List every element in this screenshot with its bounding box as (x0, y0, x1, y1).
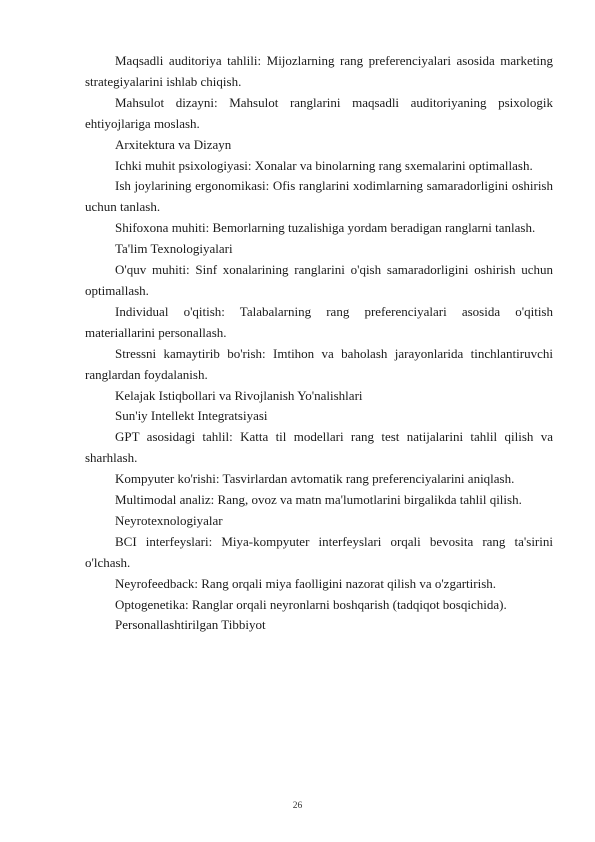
paragraph-product-design: Mahsulot dizayni: Mahsulot ranglarini maqsadli auditoriyaning psixologik ehtiyojlariga moslash. (85, 94, 553, 131)
paragraph-bci: BCI interfeyslari: Miya-kompyuter interfeyslari orqali bevosita rang ta'sirini o'lchash. (85, 533, 553, 570)
section-heading-ai: Sun'iy Intellekt Integratsiyasi (115, 408, 268, 424)
paragraph-optogenetics: Optogenetika: Ranglar orqali neyronlarni boshqarish (tadqiqot bosqichida). (115, 596, 507, 612)
section-heading-architecture: Arxitektura va Dizayn (115, 136, 232, 152)
paragraph-workplace-ergonomics: Ish joylarining ergonomikasi: Ofis ranglarini xodimlarning samaradorligini oshirish uchun tanlash. (85, 178, 553, 215)
section-heading-neurotech: Neyrotexnologiyalar (115, 512, 223, 528)
page-number: 26 (292, 801, 303, 811)
paragraph-individual-teaching: Individual o'qitish: Talabalarning rang preferenciyalari asosida o'qitish materiallarini personallash. (85, 303, 553, 340)
paragraph-gpt-analysis: GPT asosidagi tahlil: Katta til modellari rang test natijalarini tahlil qilish va sharhlash. (85, 429, 553, 466)
paragraph-computer-vision: Kompyuter ko'rishi: Tasvirlardan avtomatik rang preferenciyalarini aniqlash. (115, 471, 515, 487)
paragraph-neurofeedback: Neyrofeedback: Rang orqali miya faolligini nazorat qilish va o'zgartirish. (115, 575, 497, 591)
section-heading-personalized-medicine: Personallashtirilgan Tibbiyot (115, 617, 266, 633)
page-body (85, 51, 553, 636)
paragraph-target-audience: Maqsadli auditoriya tahlili: Mijozlarning rang preferenciyalari asosida marketing strategiyalarini ishlab chiqish. (85, 53, 553, 89)
paragraph-multimodal: Multimodal analiz: Rang, ovoz va matn ma'lumotlarini birgalikda tahlil qilish. (115, 492, 522, 508)
paragraph-learning-environment: O'quv muhiti: Sinf xonalarining ranglarini o'qish samaradorligini oshirish uchun optimallash. (85, 262, 553, 298)
section-heading-education: Ta'lim Texnologiyalari (115, 241, 233, 257)
paragraph-hospital-environment: Shifoxona muhiti: Bemorlarning tuzalishiga yordam beradigan ranglarni tanlash. (115, 220, 536, 236)
section-heading-future: Kelajak Istiqbollari va Rivojlanish Yo'nalishlari (115, 387, 363, 403)
paragraph-stress-reduction: Stressni kamaytirib bo'rish: Imtihon va baholash jarayonlarida tinchlantiruvchi ranglardan foydalanish. (85, 345, 553, 382)
paragraph-interior-psychology: Ichki muhit psixologiyasi: Xonalar va binolarning rang sxemalarini optimallash. (115, 157, 533, 173)
